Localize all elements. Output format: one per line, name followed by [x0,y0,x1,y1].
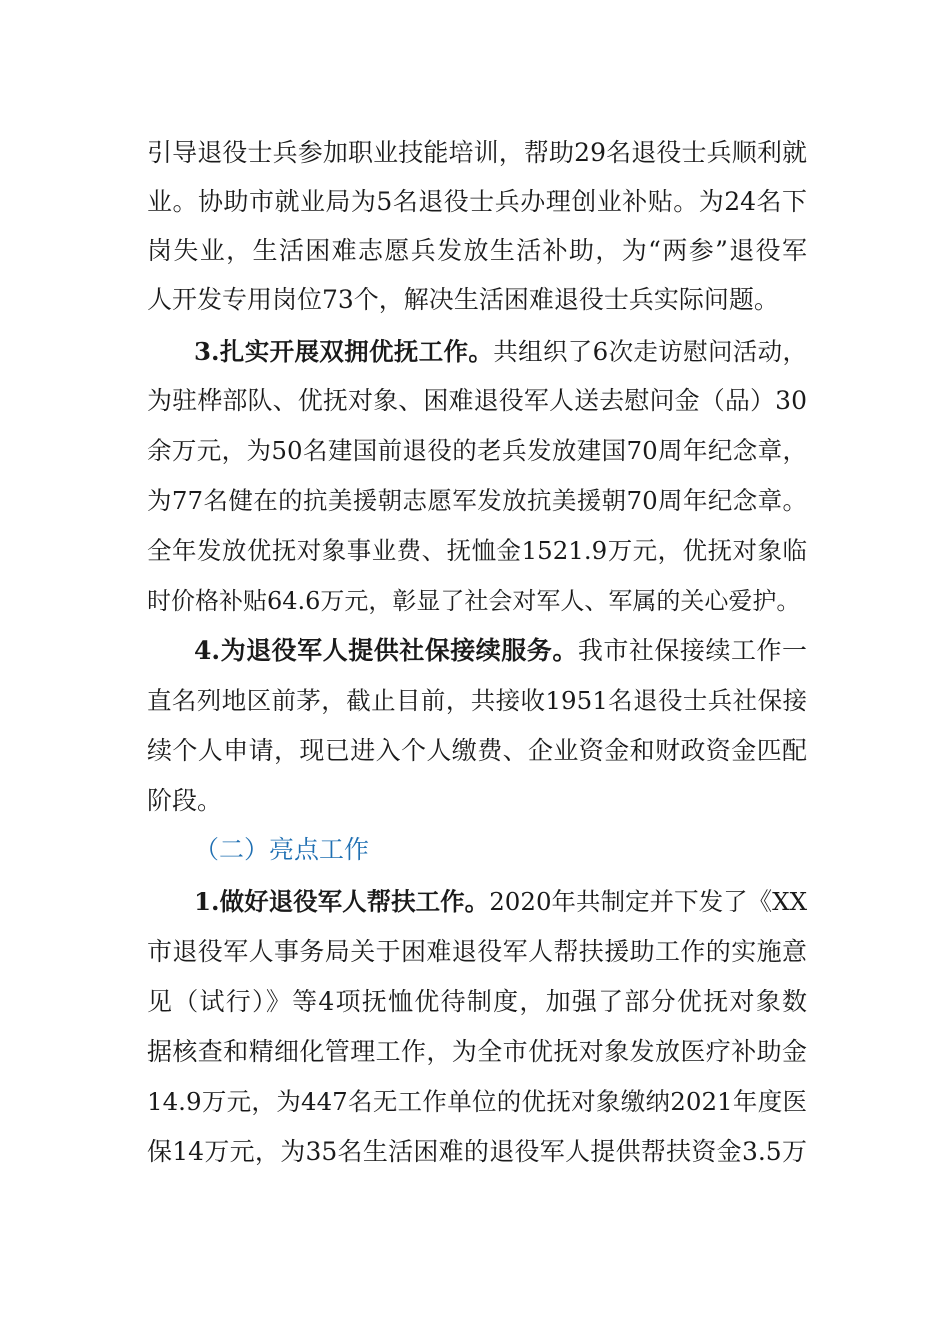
line-text: 保14万元，为35名生活困难的退役军人提供帮扶资金3.5万 [147,1137,807,1166]
paragraph-line [147,233,807,269]
line-text: 据核查和精细化管理工作，为全市优抚对象发放医疗补助金 [147,1037,807,1066]
paragraph-line [147,1134,807,1170]
line-text: 阶段。 [147,786,223,815]
paragraph-line [147,683,807,719]
section-1-heading: 1.做好退役军人帮扶工作。 [194,887,490,916]
line-text: 全年发放优抚对象事业费、抚恤金1521.9万元，优抚对象临 [147,536,807,565]
paragraph-line [147,282,807,318]
paragraph-line [147,984,807,1020]
line-text: 引导退役士兵参加职业技能培训，帮助29名退役士兵顺利就 [147,138,807,167]
line-text: 余万元，为50名建国前退役的老兵发放建国70周年纪念章， [147,436,807,465]
line-text: 为驻桦部队、优抚对象、困难退役军人送去慰问金（品）30 [147,386,807,415]
paragraph-line [147,383,807,419]
subsection-heading [194,832,807,868]
section-1-heading-line [194,884,807,920]
paragraph-line [147,583,807,619]
paragraph-line [147,934,807,970]
paragraph-line [147,483,807,519]
paragraph-line [147,783,807,819]
paragraph-line [147,1084,807,1120]
line-text: 直名列地区前茅，截止目前，共接收1951名退役士兵社保接 [147,686,807,715]
section-3-heading-line [194,334,807,370]
line-text: 我市社保接续工作一 [577,636,807,665]
line-text: 业。协助市就业局为5名退役士兵办理创业补贴。为24名下 [147,187,807,216]
line-text: 见（试行）》等4项抚恤优待制度，加强了部分优抚对象数 [147,987,807,1016]
paragraph-line [147,733,807,769]
line-text: 2020年共制定并下发了《XX [489,887,808,916]
section-4-heading: 4.为退役军人提供社保接续服务。 [194,636,578,665]
subsection-heading-text: （二）亮点工作 [194,835,370,864]
line-text: 时价格补贴64.6万元，彰显了社会对军人、军属的关心爱护。 [147,587,801,615]
paragraph-line [147,1034,807,1070]
line-text: 为77名健在的抗美援朝志愿军发放抗美援朝70周年纪念章。 [147,486,807,515]
line-text: 岗失业，生活困难志愿兵发放生活补助，为“两参”退役军 [147,236,807,265]
paragraph-line [147,135,807,171]
line-text: 续个人申请，现已进入个人缴费、企业资金和财政资金匹配 [147,736,807,765]
section-4-heading-line [194,633,807,669]
paragraph-line [147,184,807,220]
line-text: 共组织了6次走访慰问活动， [493,337,808,366]
paragraph-line [147,433,807,469]
line-text: 人开发专用岗位73个，解决生活困难退役士兵实际问题。 [147,285,779,314]
line-text: 市退役军人事务局关于困难退役军人帮扶援助工作的实施意 [147,937,807,966]
paragraph-line [147,533,807,569]
section-3-heading: 3.扎实开展双拥优抚工作。 [194,337,494,366]
line-text: 14.9万元，为447名无工作单位的优抚对象缴纳2021年度医 [147,1087,807,1116]
